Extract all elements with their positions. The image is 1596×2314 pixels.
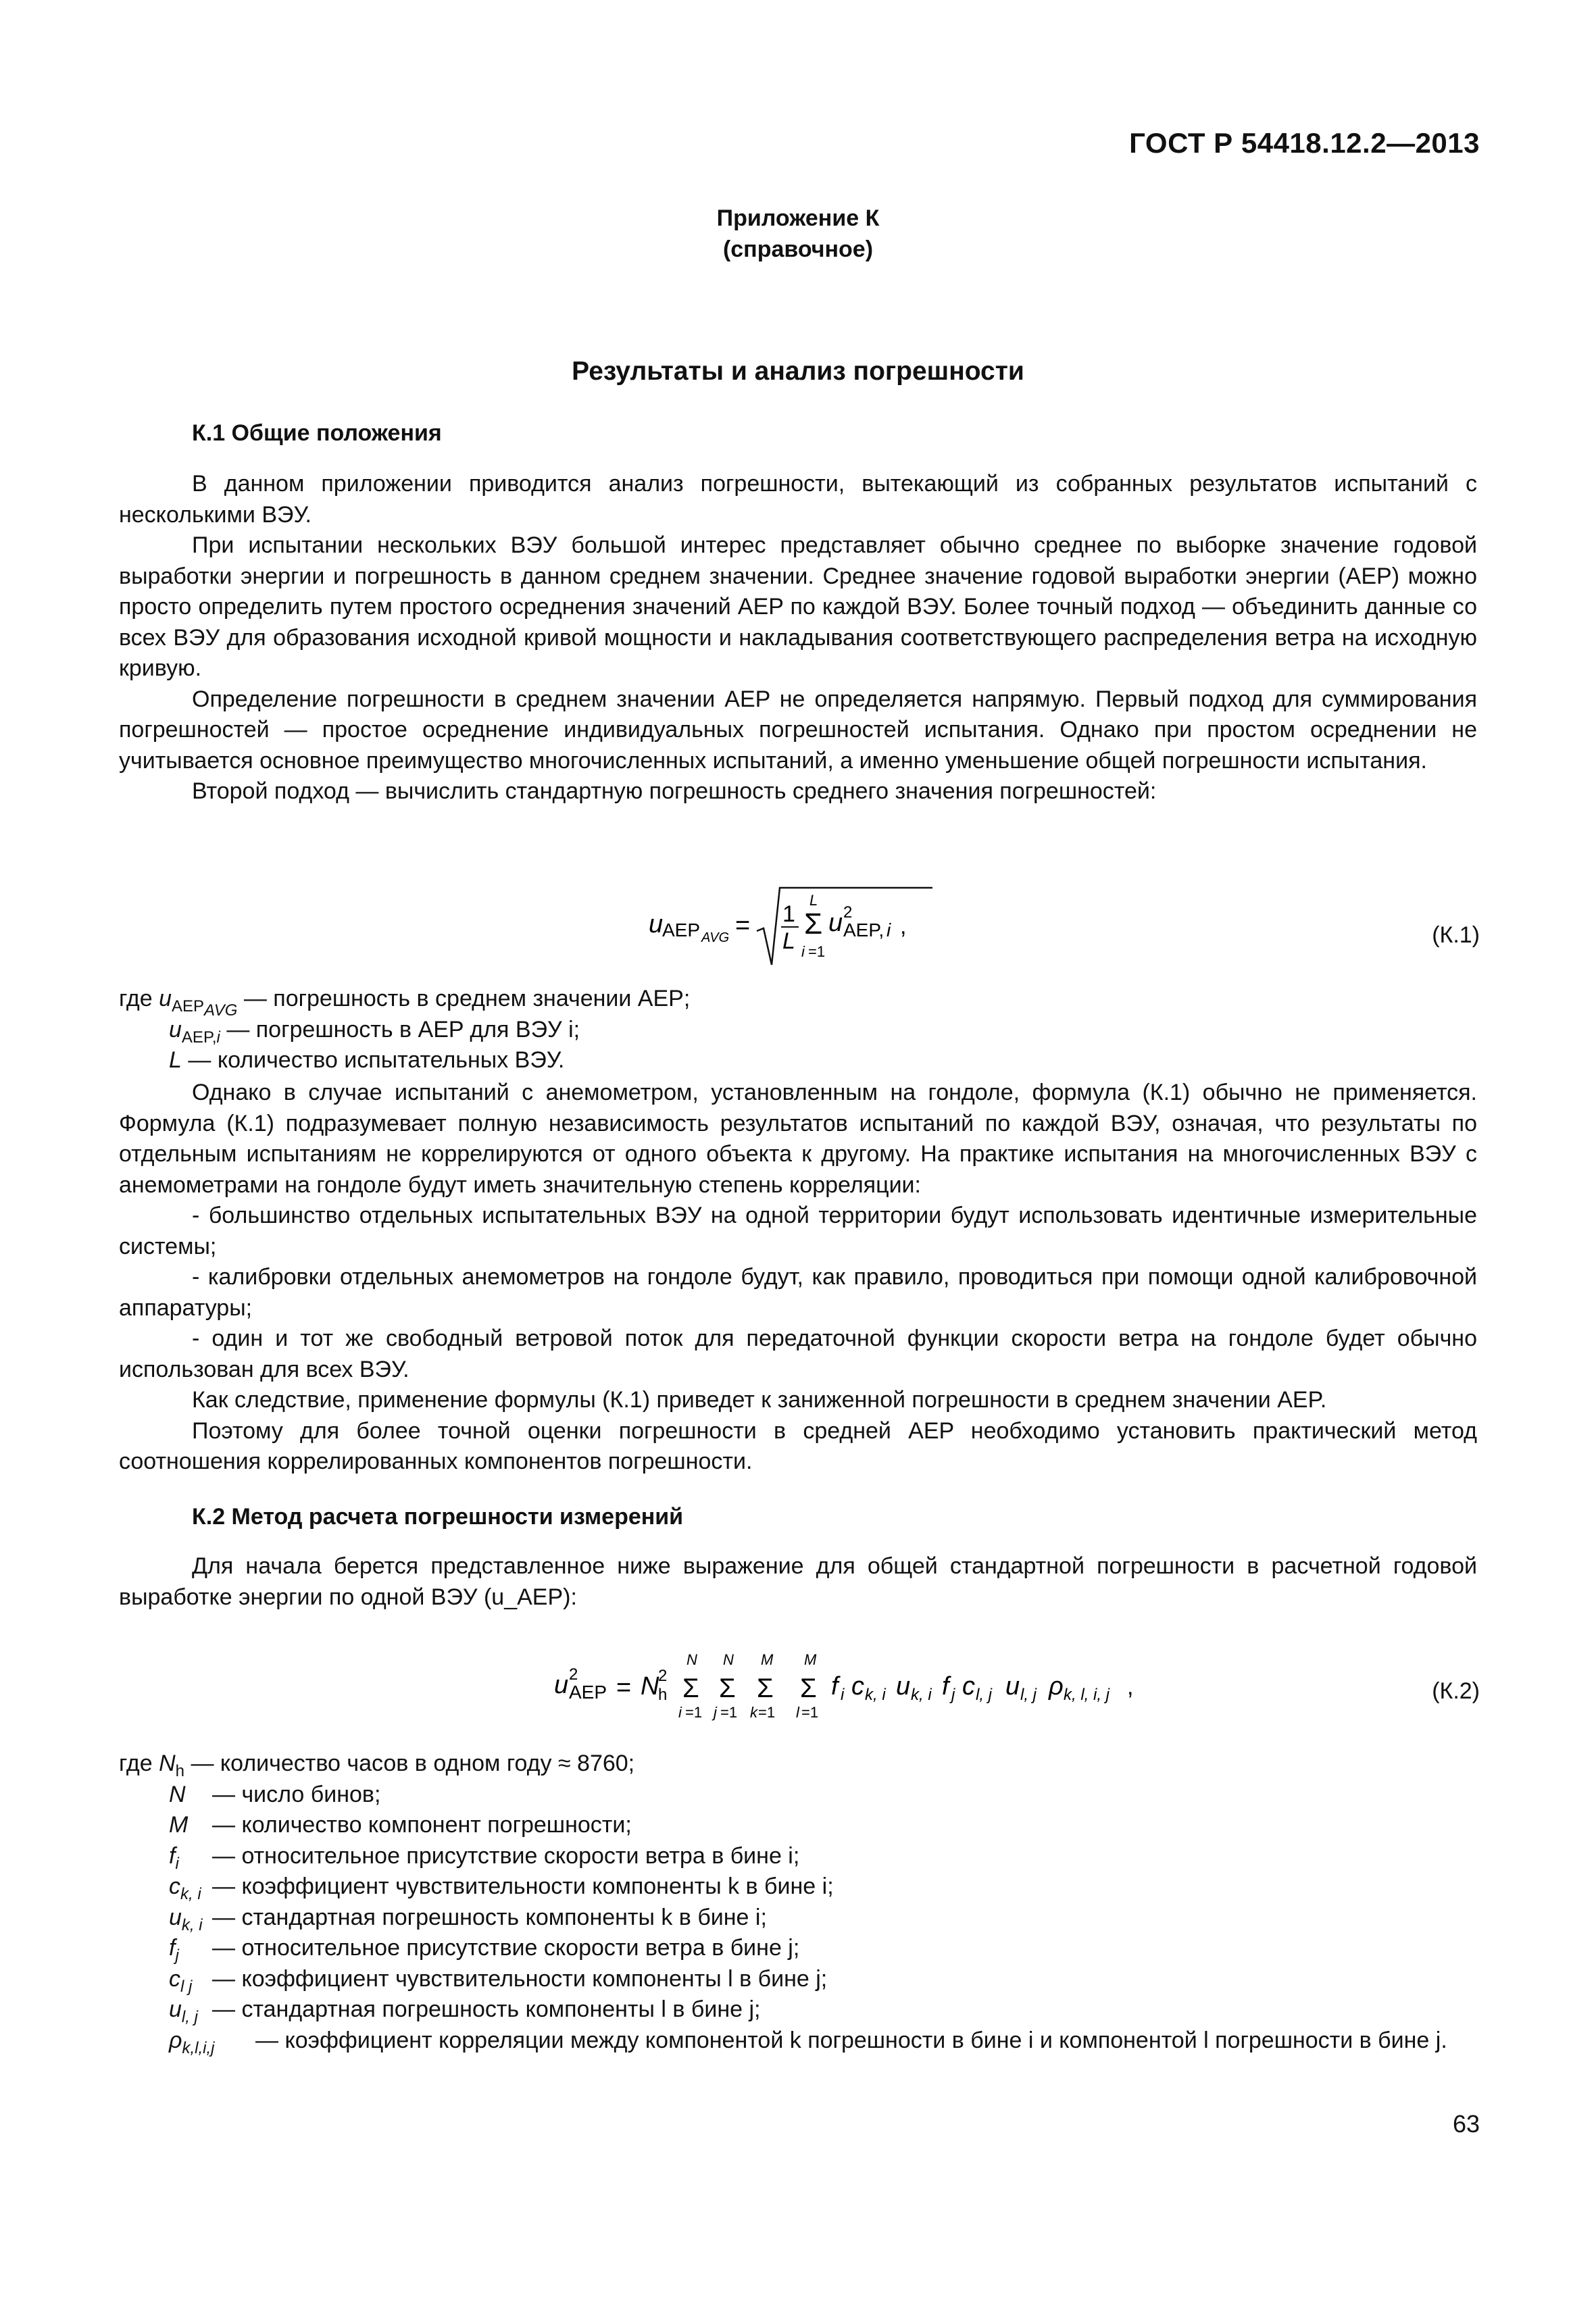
svg-text:i: i (801, 943, 805, 960)
where-item: $u_{k, i}$ — стандартная погрешность компоненты k в бине i; (169, 1904, 767, 1934)
svg-text:M: M (761, 1651, 774, 1668)
svg-text:f: f (831, 1672, 839, 1701)
svg-text:2: 2 (658, 1667, 668, 1685)
svg-text:h: h (658, 1686, 668, 1704)
svg-text:,: , (900, 913, 907, 939)
svg-text:AEP,: AEP, (843, 920, 884, 940)
svg-text:k, i: k, i (865, 1686, 886, 1704)
svg-text:ρ: ρ (1049, 1672, 1064, 1701)
svg-text:Σ: Σ (804, 907, 823, 940)
svg-text:l: l (796, 1704, 799, 1721)
svg-text:i: i (887, 920, 891, 940)
svg-text:f: f (942, 1672, 949, 1701)
where-item: где $N_h$ — количество часов в одном году ≈ 8760; (119, 1751, 635, 1780)
bullet-item: - один и тот же свободный ветровой поток для передаточной функции скорости ветра на гондоле будет обычно использован для всех ВЭУ. (119, 1326, 1477, 1382)
where-item: $c_{k, i}$ — коэффициент чувствительности компоненты k в бине i; (169, 1873, 834, 1903)
svg-text:k, i: k, i (911, 1686, 932, 1704)
svg-text:Σ: Σ (682, 1674, 699, 1703)
paragraph: Поэтому для более точной оценки погрешности в средней AEP необходимо установить практический метод соотношения коррелированных компонентов погрешности. (119, 1417, 1477, 1474)
svg-text:L: L (782, 928, 795, 954)
svg-text:Σ: Σ (757, 1674, 774, 1703)
svg-text:N: N (641, 1672, 659, 1701)
appendix-label: Приложение К (716, 205, 880, 231)
svg-text:=: = (616, 1674, 632, 1702)
svg-text:u: u (896, 1672, 911, 1701)
svg-text:AEP: AEP (569, 1682, 607, 1703)
paragraph: Второй подход — вычислить стандартную погрешность среднего значения погрешностей: (192, 778, 1157, 804)
where-item: $u_{AEP,i}$ — погрешность в AEP для ВЭУ i; (169, 1016, 580, 1047)
paragraph: Определение погрешности в среднем значении AEP не определяется напрямую. Первый подход для суммирования погрешностей — простое осреднение индивидуальных погрешностей испытания. Однако при простом осреднении не учитывается основное преимущество многочисленных испытаний, а именно уменьшение общей погрешности испытания. (119, 686, 1477, 774)
paragraph: При испытании нескольких ВЭУ большой интерес представляет обычно среднее по выборке значение годовой выработки энергии и погрешность в данном среднем значении. Среднее значение годовой выработки энергии (AEP) можно просто определить путем простого осреднения значений AEP по каждой ВЭУ. Более точный подход — объединить данные со всех ВЭУ для образования исходной кривой мощности и накладывания соответствующего распределения ветра на исходную кривую. (119, 532, 1477, 681)
svg-text:u: u (554, 1671, 569, 1699)
where-list-k2 (119, 1749, 1477, 2056)
svg-text:N: N (723, 1651, 734, 1668)
where-item: $f_j$ — относительное присутствие скорости ветра в бине j; (169, 1935, 800, 1965)
paragraph: Для начала берется представленное ниже выражение для общей стандартной погрешности в расчетной годовой выработке энергии по одной ВЭУ (u_AEP): (119, 1553, 1477, 1610)
formula-k2 (554, 1642, 1149, 1730)
standard-number: ГОСТ Р 54418.12.2—2013 (1129, 127, 1480, 159)
svg-text:AVG: AVG (701, 930, 730, 945)
where-item: где $u_{AEP_{AVG}}$ — погрешность в среднем значении AEP; (119, 986, 691, 1020)
svg-text:l, j: l, j (976, 1686, 992, 1704)
formula-k1 (649, 878, 946, 973)
page-title: Результаты и анализ погрешности (572, 357, 1024, 386)
svg-text:j: j (714, 1704, 717, 1721)
svg-text:L: L (809, 892, 818, 909)
svg-text:2: 2 (569, 1665, 578, 1684)
svg-text:i: i (678, 1704, 682, 1721)
section-heading-k1: К.1 Общие положения (192, 420, 442, 446)
svg-text:=1: =1 (758, 1704, 776, 1721)
svg-text:,: , (1127, 1674, 1134, 1700)
paragraph: Однако в случае испытаний с анемометром, установленным на гондоле, формула (К.1) обычно не применяется. Формула (К.1) подразумевает полную независимость результатов испытаний по каждой ВЭУ, означая, что результаты по отдельным испытаниям не коррелируются от одного объекта к другому. На практике испытания на многочисленных ВЭУ с анемометрами на гондоле будут иметь значительную степень корреляции: (119, 1080, 1477, 1198)
svg-text:=1: =1 (685, 1704, 703, 1721)
appendix-type: (справочное) (722, 236, 874, 262)
svg-text:=1: =1 (801, 1704, 819, 1721)
svg-text:u: u (828, 909, 843, 937)
svg-text:u: u (1005, 1672, 1020, 1701)
section2-text-block (119, 1551, 1477, 1613)
where-item: $u_{l, j}$ — стандартная погрешность компоненты l в бине j; (169, 1996, 761, 2026)
svg-text:=: = (735, 911, 751, 940)
svg-text:Σ: Σ (800, 1674, 817, 1703)
section1-text-block-2 (119, 1078, 1477, 1478)
svg-text:=1: =1 (808, 943, 826, 960)
bullet-item: - калибровки отдельных анемометров на гондоле будут, как правило, проводиться при помощи одной калибровочной аппаратуры; (119, 1264, 1477, 1321)
paragraph: Как следствие, применение формулы (К.1) приведет к заниженной погрешности в среднем значении AEP. (192, 1387, 1327, 1413)
section-heading-k2: К.2 Метод расчета погрешности измерений (192, 1504, 684, 1530)
svg-text:=1: =1 (720, 1704, 738, 1721)
svg-text:k: k (750, 1704, 757, 1721)
svg-text:c: c (962, 1672, 975, 1701)
svg-text:c: c (851, 1672, 864, 1701)
equation-number-k1: (К.1) (1432, 922, 1480, 948)
svg-text:1: 1 (782, 901, 795, 927)
where-item: N — число бинов; (169, 1781, 381, 1807)
where-item: $f_i$ — относительное присутствие скорости ветра в бине i; (169, 1842, 800, 1873)
svg-text:l, j: l, j (1020, 1686, 1037, 1704)
page-number: 63 (1452, 2110, 1480, 2138)
where-item: $c_{l j}$ — коэффициент чувствительности компоненты l в бине j; (169, 1965, 828, 1996)
svg-text:M: M (804, 1651, 817, 1668)
where-item: L — количество испытательных ВЭУ. (169, 1047, 565, 1073)
section1-text-block (119, 469, 1477, 807)
svg-text:i: i (841, 1686, 845, 1704)
where-list-k1 (119, 984, 1477, 1076)
bullet-item: - большинство отдельных испытательных ВЭУ на одной территории будут использовать идентичные измерительные системы; (119, 1203, 1477, 1259)
paragraph: В данном приложении приводится анализ погрешности, вытекающий из собранных результатов испытаний с несколькими ВЭУ. (119, 471, 1477, 528)
svg-text:2: 2 (843, 903, 853, 922)
svg-text:N: N (687, 1651, 697, 1668)
equation-number-k2: (К.2) (1432, 1678, 1480, 1704)
svg-text:j: j (951, 1686, 955, 1704)
where-item: M — количество компонент погрешности; (169, 1812, 632, 1838)
svg-text:Σ: Σ (719, 1674, 736, 1703)
svg-text:u: u (649, 910, 664, 938)
where-item: $\rho_{k,l,i,j}$ — коэффициент корреляции между компонентой k погрешности в бине i и компонентой l погрешности в бине j. (169, 2027, 1447, 2057)
svg-text:k, l, i, j: k, l, i, j (1064, 1686, 1110, 1704)
svg-text:AEP: AEP (662, 920, 701, 940)
